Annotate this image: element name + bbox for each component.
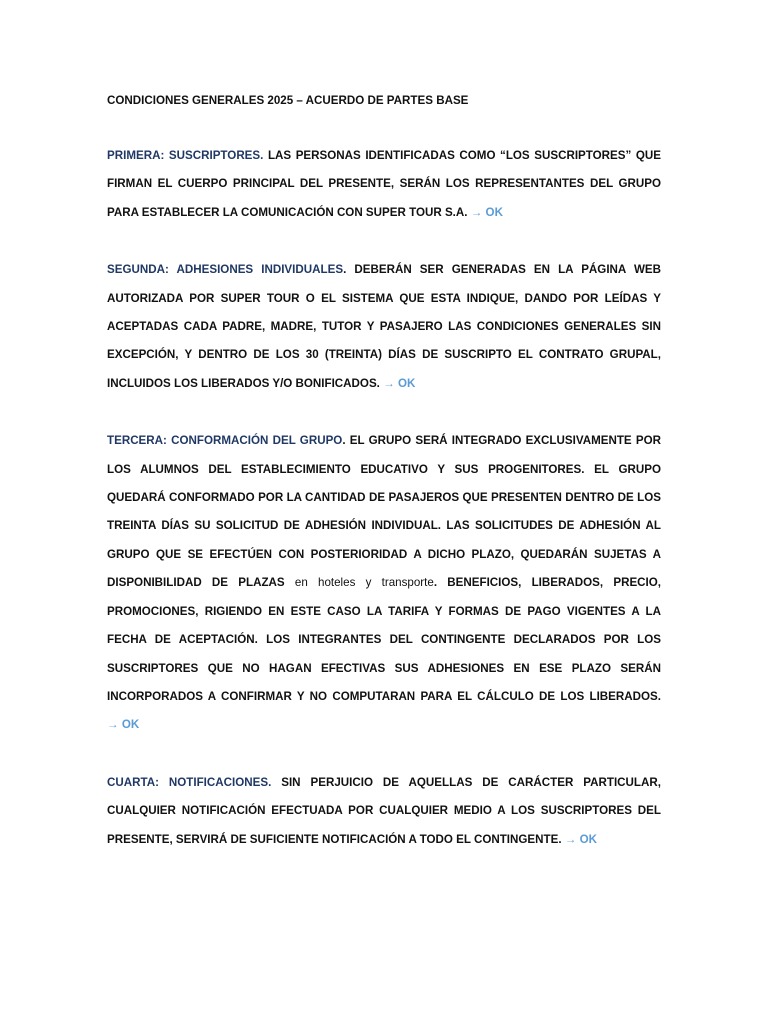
arrow-right-icon: → (564, 832, 577, 846)
arrow-right-icon: → (107, 718, 119, 732)
ok-label: OK (579, 832, 598, 846)
document-title: CONDICIONES GENERALES 2025 – ACUERDO DE PARTES BASE (107, 94, 469, 107)
clause-heading: PRIMERA: SUSCRIPTORES. (107, 149, 264, 162)
ok-label: OK (397, 376, 416, 390)
ok-mark (565, 833, 597, 846)
arrow-right-icon: → (383, 376, 395, 390)
clause-segunda (107, 256, 661, 398)
ok-mark (471, 206, 503, 219)
clause-body: SIN PERJUICIO DE AQUELLAS DE CARÁCTER PARTICULAR, CUALQUIER NOTIFICACIÓN EFECTUADA POR CUALQUIER MEDIO A LOS SUSCRIPTORES DEL PRESENTE, SERVIRÁ DE SUFICIENTE NOTIFICACIÓN A TODO EL CONTINGENTE. (107, 775, 661, 846)
clause-tercera (107, 427, 661, 739)
arrow-right-icon: → (470, 205, 483, 219)
clause-body: . DEBERÁN SER GENERADAS EN LA PÁGINA WEB AUTORIZADA POR SUPER TOUR O EL SISTEMA QUE ESTA INDIQUE, DANDO POR LEÍDAS Y ACEPTADAS CADA PADRE, MADRE, TUTOR Y PASAJERO LAS CONDICIONES GENERALES SIN EXCEPCIÓN, Y DENTRO DE LOS 30 (TREINTA) DÍAS DE SUSCRIPTO EL CONTRATO GRUPAL, INCLUIDOS LOS LIBERADOS Y/O BONIFICADOS. (107, 263, 661, 390)
clause-body: LAS PERSONAS IDENTIFICADAS COMO “LOS SUSCRIPTORES” QUE FIRMAN EL CUERPO PRINCIPAL DEL PRESENTE, SERÁN LOS REPRESENTANTES DEL GRUPO PARA ESTABLECER LA COMUNICACIÓN CON SUPER TOUR S.A. (107, 149, 661, 219)
ok-label: OK (485, 205, 503, 219)
clause-heading: SEGUNDA: ADHESIONES INDIVIDUALES (107, 263, 344, 277)
clause-body: . EL GRUPO SERÁ INTEGRADO EXCLUSIVAMENTE POR LOS ALUMNOS DEL ESTABLECIMIENTO EDUCATIVO Y SUS PROGENITORES. EL GRUPO QUEDARÁ CONFORMADO POR LA CANTIDAD DE PASAJEROS QUE PRESENTEN DENTRO DE LOS TREINTA DÍAS SU SOLICITUD DE ADHESIÓN INDIVIDUAL. LAS SOLICITUDES DE ADHESIÓN AL GRUPO QUE SE EFECTÚEN CON POSTERIORIDAD A DICHO PLAZO, QUEDARÁN SUJETAS A DISPONIBILIDAD DE PLAZAS (107, 434, 661, 590)
clause-body: . BENEFICIOS, LIBERADOS, PRECIO, PROMOCIONES, RIGIENDO EN ESTE CASO LA TARIFA Y FORMAS DE PAGO VIGENTES A LA FECHA DE ACEPTACIÓN. LOS INTEGRANTES DEL CONTINGENTE DECLARADOS POR LOS SUSCRIPTORES QUE NO HAGAN EFECTIVAS SUS ADHESIONES EN ESE PLAZO SERÁN INCORPORADOS A CONFIRMAR Y NO COMPUTARAN PARA EL CÁLCULO DE LOS LIBERADOS. (107, 576, 662, 703)
clause-heading: TERCERA: CONFORMACIÓN DEL GRUPO (107, 434, 343, 448)
document-page (107, 92, 661, 883)
clause-body-normal: en hoteles y transporte (284, 576, 434, 590)
ok-label: OK (121, 718, 140, 732)
ok-mark (107, 718, 139, 731)
clause-cuarta (107, 769, 661, 854)
ok-mark (383, 377, 415, 390)
clause-heading: CUARTA: NOTIFICACIONES. (107, 775, 272, 789)
clause-primera (107, 142, 661, 227)
